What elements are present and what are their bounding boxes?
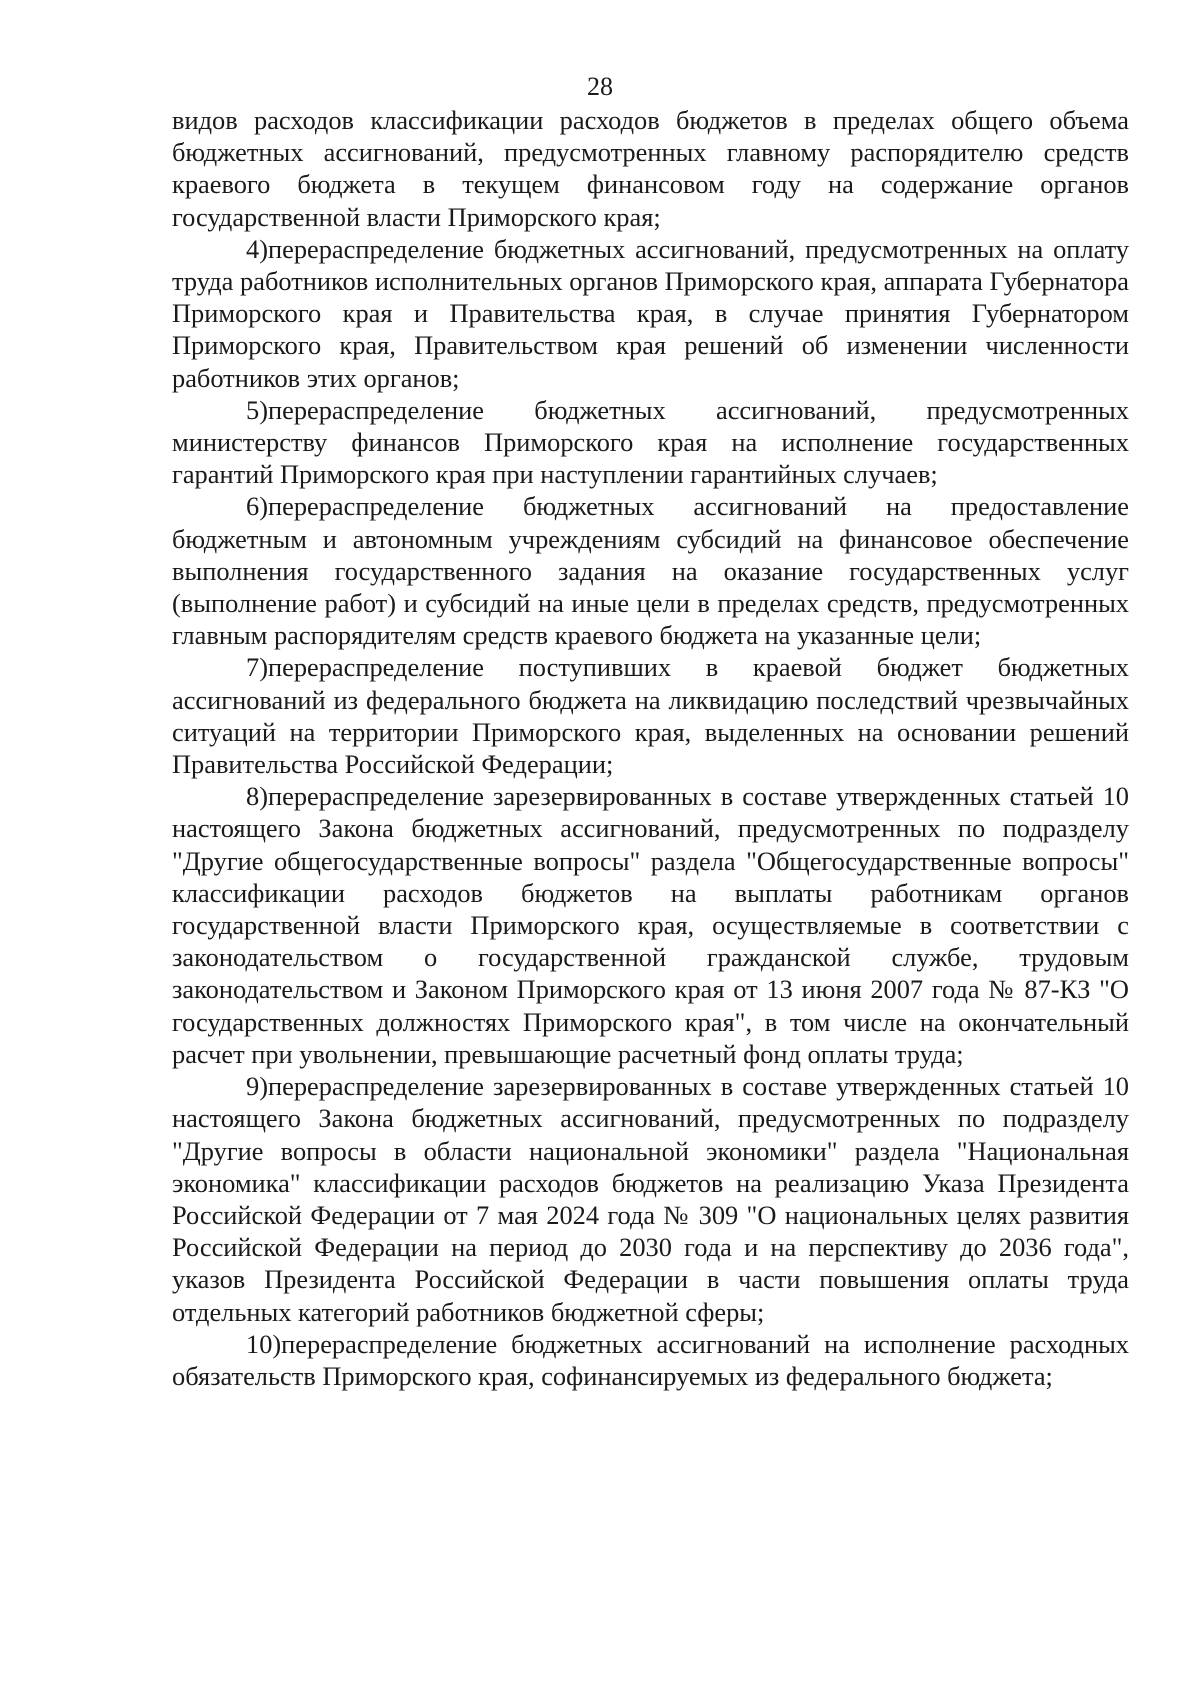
document-body [172,104,1129,1392]
paragraph-item-9: 9)перераспределение зарезервированных в составе утвержденных статьей 10 настоящего Закона бюджетных ассигнований, предусмотренных по подразделу "Другие вопросы в области национальной экономики" раздела "Национальная экономика" классификации расходов бюджетов на реализацию Указа Президента Российской Федерации от 7 мая 2024 года № 309 "О национальных целях развития Российской Федерации на период до 2030 года и на перспективу до 2036 года", указов Президента Российской Федерации в части повышения оплаты труда отдельных категорий работников бюджетной сферы; [172,1071,1129,1327]
paragraph-item-6: 6)перераспределение бюджетных ассигнований на предоставление бюджетным и автономным учреждениям субсидий на финансовое обеспечение выполнения государственного задания на оказание государственных услуг (выполнение работ) и субсидий на иные цели в пределах средств, предусмотренных главным распорядителям средств краевого бюджета на указанные цели; [172,491,1129,651]
paragraph-item-8: 8)перераспределение зарезервированных в составе утвержденных статьей 10 настоящего Закона бюджетных ассигнований, предусмотренных по подразделу "Другие общегосударственные вопросы" раздела "Общегосударственные вопросы" классификации расходов бюджетов на выплаты работникам органов государственной власти Приморского края, осуществляемые в соответствии с законодательством о государственной гражданской службе, трудовым законодательством и Законом Приморского края от 13 июня 2007 года № 87-КЗ "О государственных должностях Приморского края", в том числе на окончательный расчет при увольнении, превышающие расчетный фонд оплаты труда; [172,781,1129,1069]
page-number: 28 [587,72,613,101]
paragraph-item-4: 4)перераспределение бюджетных ассигнований, предусмотренных на оплату труда работников исполнительных органов Приморского края, аппарата Губернатора Приморского края и Правительства края, в случае принятия Губернатором Приморского края, Правительством края решений об изменении численности работников этих органов; [172,233,1129,393]
paragraph-item-7: 7)перераспределение поступивших в краевой бюджет бюджетных ассигнований из федерального бюджета на ликвидацию последствий чрезвычайных ситуаций на территории Приморского края, выделенных на основании решений Правительства Российской Федерации; [172,652,1129,780]
paragraph-continuation: видов расходов классификации расходов бюджетов в пределах общего объема бюджетных ассигнований, предусмотренных главному распорядителю средств краевого бюджета в текущем финансовом году на содержание органов государственной власти Приморского края; [172,105,1129,232]
paragraph-item-10: 10)перераспределение бюджетных ассигнований на исполнение расходных обязательств Приморского края, софинансируемых из федерального бюджета; [172,1328,1129,1391]
paragraph-item-5: 5)перераспределение бюджетных ассигнований, предусмотренных министерству финансов Приморского края на исполнение государственных гарантий Приморского края при наступлении гарантийных случаев; [172,394,1129,490]
